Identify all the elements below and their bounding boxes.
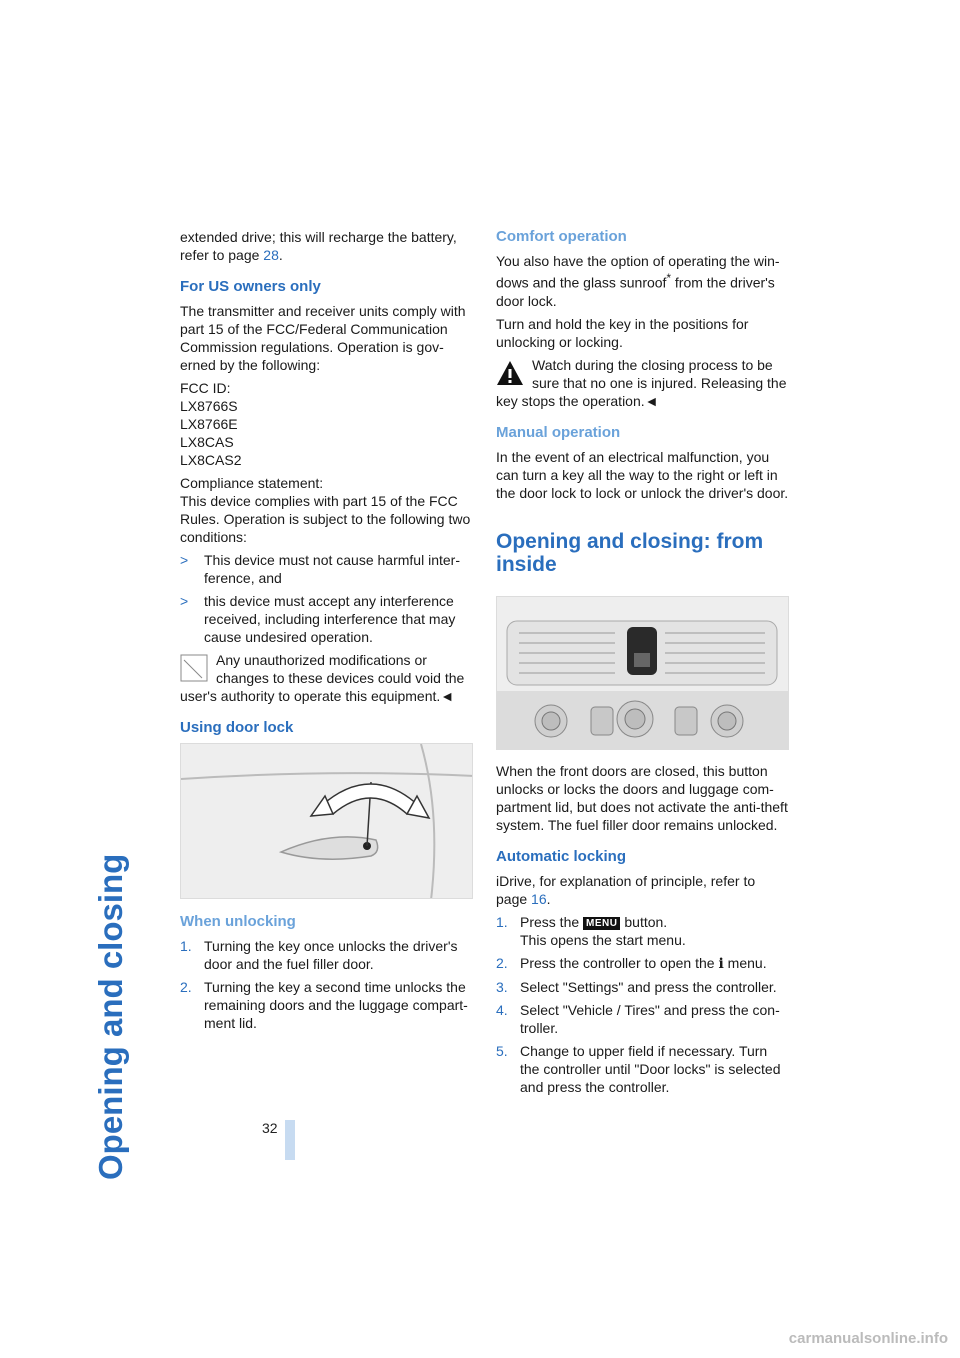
- heading-door-lock: Using door lock: [180, 719, 294, 736]
- intro-paragraph: extended drive; this will recharge the battery, refer to page 28.: [180, 229, 457, 263]
- list-item: 3. Select "Settings" and press the controller.: [496, 978, 777, 995]
- central-lock-button-illustration: [496, 596, 789, 750]
- note-box: Any unauthorized modifications or changes to these devices could void the user's authority to operate this equipment.◄: [180, 652, 465, 704]
- heading-opening-from-inside: Opening and closing: from inside: [496, 529, 764, 576]
- left-column: [180, 228, 473, 1037]
- list-item: 1. Press the MENU button. This opens the start menu.: [496, 913, 686, 948]
- warning-box: Watch during the closing process to be sure that no one is injured. Releasing the key stops the operation.◄: [496, 356, 787, 409]
- comfort-paragraph: You also have the option of operating the win-dows and the glass sunroof* from the driver's door lock.: [496, 253, 780, 309]
- list-item: 2. Turning the key a second time unlocks the remaining doors and the luggage compart-ment lid.: [180, 979, 468, 1031]
- heading-us-owners: For US owners only: [180, 278, 321, 295]
- list-item: > this device must accept any interference received, including interference that may cause undesired operation.: [180, 593, 456, 645]
- manual-paragraph: In the event of an electrical malfunction, you can turn a key all the way to the right or left in the door lock to lock or unlock the driver's door.: [496, 448, 789, 501]
- list-item: 2. Press the controller to open the i menu.: [496, 954, 767, 972]
- page-link-28[interactable]: 28: [263, 247, 279, 263]
- comfort-paragraph-2: Turn and hold the key in the positions for unlocking or locking.: [496, 315, 749, 350]
- info-icon: i: [718, 955, 724, 972]
- watermark: carmanualsonline.info: [788, 1330, 948, 1347]
- door-lock-illustration: [180, 743, 473, 899]
- list-item: > This device must not cause harmful inter-ference, and: [180, 552, 460, 586]
- heading-automatic-locking: Automatic locking: [496, 847, 627, 865]
- compliance-block: Compliance statement: This device complies with part 15 of the FCC Rules. Operation is subject to the following two conditions:: [180, 475, 471, 545]
- menu-button-icon: MENU: [583, 917, 620, 930]
- page-number: 32: [262, 1120, 278, 1136]
- list-item: 1. Turning the key once unlocks the driver's door and the fuel filler door.: [180, 938, 458, 972]
- note-icon: [180, 653, 208, 683]
- list-item: 5. Change to upper field if necessary. Turn the controller until "Door locks" is selected and press the controller.: [496, 1042, 781, 1095]
- option-star: *: [666, 272, 671, 285]
- right-column: [496, 228, 789, 1101]
- warning-icon: [496, 358, 524, 388]
- page-marker-bar: [285, 1120, 295, 1160]
- heading-comfort-operation: Comfort operation: [496, 228, 627, 245]
- heading-when-unlocking: When unlocking: [180, 913, 296, 930]
- page-link-16[interactable]: 16: [531, 890, 547, 907]
- auto-intro: iDrive, for explanation of principle, refer to page 16.: [496, 872, 756, 907]
- list-item: 4. Select "Vehicle / Tires" and press the con-troller.: [496, 1001, 780, 1036]
- heading-manual-operation: Manual operation: [496, 423, 621, 441]
- us-paragraph: The transmitter and receiver units comply with part 15 of the FCC/Federal Communication Commission regulations. Operation is gov-erned by the following:: [180, 303, 466, 373]
- side-section-title: Opening and closing: [92, 853, 129, 1180]
- inside-paragraph: When the front doors are closed, this button unlocks or locks the doors and luggage com-partment lid, but does not activate the anti-theft system. The fuel filler door remains unlocked.: [496, 762, 788, 833]
- fcc-id-block: FCC ID: LX8766S LX8766E LX8CAS LX8CAS2: [180, 380, 242, 468]
